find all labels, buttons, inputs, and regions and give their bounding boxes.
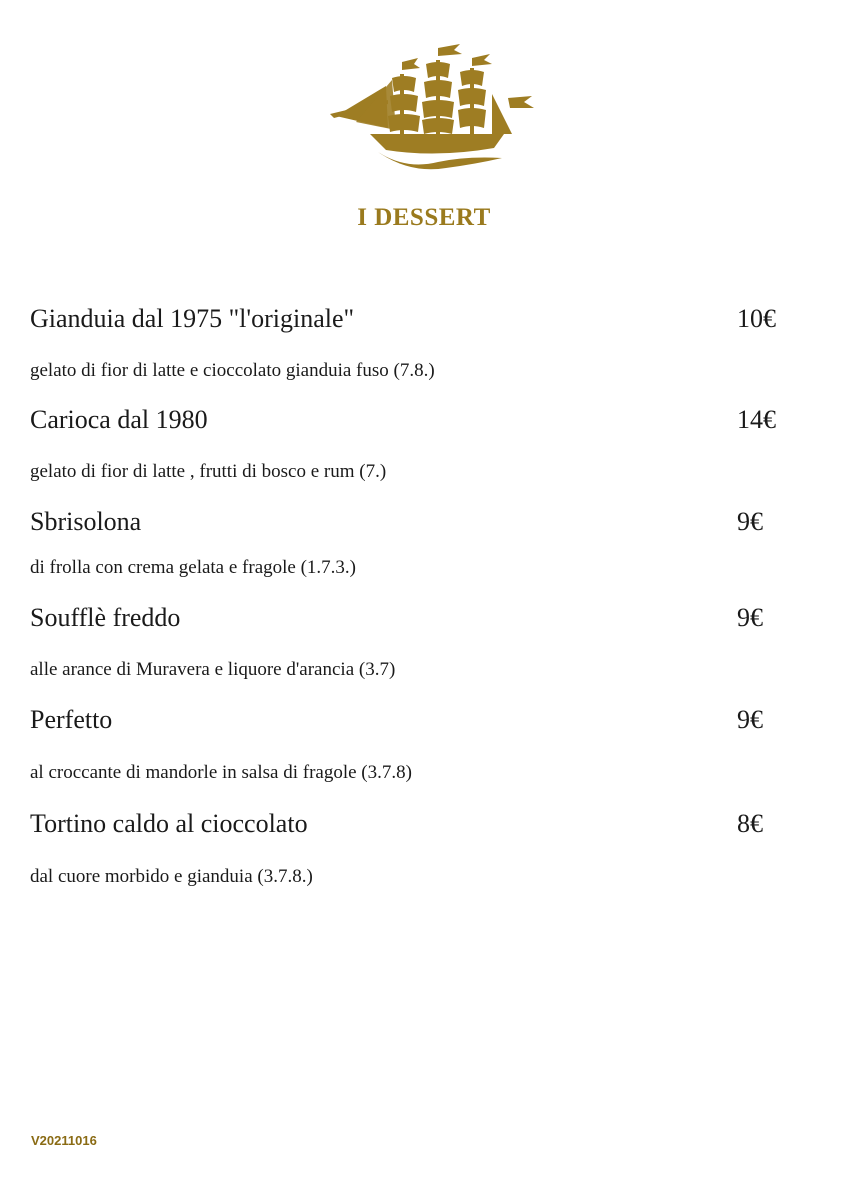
item-name: Gianduia dal 1975 "l'originale" — [30, 304, 355, 333]
item-name: Soufflè freddo — [30, 603, 181, 632]
item-description: gelato di fior di latte , frutti di bosco e rum (7.) — [30, 461, 387, 482]
item-description: dal cuore morbido e gianduia (3.7.8.) — [30, 866, 313, 887]
item-name: Sbrisolona — [30, 507, 142, 536]
item-name: Tortino caldo al cioccolato — [30, 809, 308, 838]
item-description: alle arance di Muravera e liquore d'arancia (3.7) — [30, 659, 396, 680]
item-price: 9€ — [737, 603, 763, 632]
item-description: gelato di fior di latte e cioccolato gianduia fuso (7.8.) — [30, 360, 435, 381]
item-price: 8€ — [737, 809, 763, 838]
sailing-ship-icon — [326, 40, 538, 172]
item-price: 9€ — [737, 507, 763, 536]
item-name: Perfetto — [30, 705, 113, 734]
item-price: 10€ — [737, 304, 776, 333]
item-description: di frolla con crema gelata e fragole (1.7.3.) — [30, 557, 357, 578]
version-code: V20211016 — [31, 1133, 97, 1148]
item-price: 9€ — [737, 705, 763, 734]
item-description: al croccante di mandorle in salsa di fragole (3.7.8) — [30, 762, 412, 783]
item-price: 14€ — [737, 405, 776, 434]
item-name: Carioca dal 1980 — [30, 405, 208, 434]
menu-title: I DESSERT — [357, 204, 491, 231]
